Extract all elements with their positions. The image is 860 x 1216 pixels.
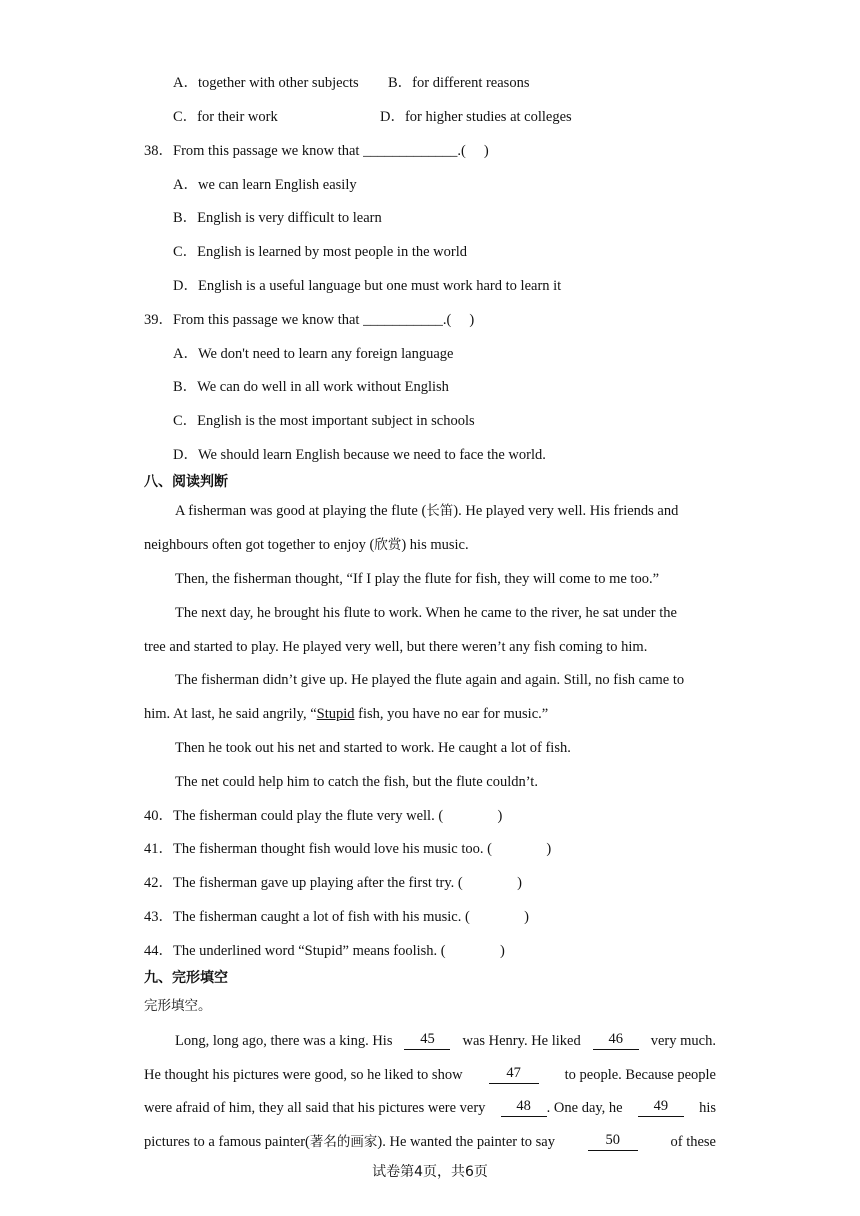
cloze-l4-a: pictures to a famous painter( <box>144 1134 310 1150</box>
blank-47[interactable]: 47 <box>489 1066 539 1084</box>
passage-paragraph-2: Then, the fisherman thought, “If I play the flute for fish, they will come to me too.” <box>175 571 660 587</box>
question-42: 42．The fisherman gave up playing after the first try. ( ) <box>144 875 522 891</box>
p4-text-b: fish, you have no ear for music.” <box>354 706 549 722</box>
cloze-l4-c: of these <box>670 1134 716 1150</box>
blank-48[interactable]: 48 <box>501 1099 547 1117</box>
cloze-l3-c: his <box>699 1100 716 1116</box>
section-9-subheading: 完形填空。 <box>144 998 212 1014</box>
p1-l2-text-a: neighbours often got together to enjoy ( <box>144 537 375 553</box>
cloze-line-2 <box>144 1066 716 1084</box>
cloze-line-3 <box>144 1099 716 1117</box>
passage-paragraph-6: The net could help him to catch the fish, but the flute couldn’t. <box>175 774 538 790</box>
question-44: 44．The underlined word “Stupid” means foolish. ( ) <box>144 943 505 959</box>
option-37-d: D．for higher studies at colleges <box>380 109 572 125</box>
blank-46[interactable]: 46 <box>593 1032 639 1050</box>
p1-text-b: ). He played very well. His friends and <box>453 503 679 519</box>
cloze-chinese-gloss-painter: 著名的画家 <box>309 1134 378 1150</box>
passage-paragraph-3-line-2: tree and started to play. He played very well, but there weren’t any fish coming to him. <box>144 639 648 655</box>
passage-paragraph-3-line-1: The next day, he brought his flute to work. When he came to the river, he sat under the <box>175 605 677 621</box>
option-38-c: C．English is learned by most people in the world <box>173 244 467 260</box>
page-footer: 试卷第4页，共6页 <box>372 1164 488 1180</box>
blank-45[interactable]: 45 <box>404 1032 450 1050</box>
passage-paragraph-1-line-2 <box>144 536 716 554</box>
cloze-line-4 <box>144 1133 716 1151</box>
option-39-c: C．English is the most important subject in schools <box>173 413 475 429</box>
question-40: 40．The fisherman could play the flute very well. ( ) <box>144 808 503 824</box>
cloze-l1-c: very much. <box>650 1033 716 1049</box>
p1-chinese-gloss-flute: 长笛 <box>426 503 454 519</box>
cloze-l4-b: ). He wanted the painter to say <box>377 1134 555 1150</box>
section-8-heading: 八、阅读判断 <box>144 474 228 490</box>
passage-paragraph-5: Then he took out his net and started to work. He caught a lot of fish. <box>175 740 571 756</box>
question-38-stem: 38．From this passage we know that _____________.( ) <box>144 143 489 159</box>
question-41: 41．The fisherman thought fish would love his music too. ( ) <box>144 841 552 857</box>
option-39-a: A．We don't need to learn any foreign language <box>173 346 454 362</box>
option-37-a: A．together with other subjects <box>173 75 359 91</box>
question-39-stem: 39．From this passage we know that ___________.( ) <box>144 312 475 328</box>
cloze-l3-a: were afraid of him, they all said that his pictures were very <box>144 1100 486 1116</box>
passage-paragraph-1-line-1 <box>175 502 716 520</box>
p1-l2-text-b: ) his music. <box>401 537 469 553</box>
p4-text-a: him. At last, he said angrily, “ <box>144 706 317 722</box>
option-37-b: B．for different reasons <box>388 75 530 91</box>
cloze-l1-a: Long, long ago, there was a king. His <box>175 1033 393 1049</box>
blank-49[interactable]: 49 <box>638 1099 684 1117</box>
blank-50[interactable]: 50 <box>588 1133 638 1151</box>
option-38-b: B．English is very difficult to learn <box>173 210 382 226</box>
cloze-l2-a: He thought his pictures were good, so he liked to show <box>144 1067 463 1083</box>
section-9-heading: 九、完形填空 <box>144 970 228 986</box>
underlined-word-stupid: Stupid <box>316 706 355 722</box>
option-39-d: D．We should learn English because we need to face the world. <box>173 447 546 463</box>
option-39-b: B．We can do well in all work without English <box>173 379 449 395</box>
cloze-l3-b: . One day, he <box>546 1100 623 1116</box>
p1-text-a: A fisherman was good at playing the flute ( <box>175 503 427 519</box>
question-43: 43．The fisherman caught a lot of fish with his music. ( ) <box>144 909 529 925</box>
cloze-l2-b: to people. Because people <box>564 1067 716 1083</box>
option-38-a: A．we can learn English easily <box>173 177 357 193</box>
passage-paragraph-4-line-2 <box>144 705 548 723</box>
option-37-c: C．for their work <box>173 109 278 125</box>
cloze-l1-b: was Henry. He liked <box>462 1033 581 1049</box>
p1-chinese-gloss-enjoy: 欣赏 <box>374 537 402 553</box>
passage-paragraph-4-line-1: The fisherman didn’t give up. He played the flute again and again. Still, no fish came to <box>175 672 685 688</box>
cloze-line-1 <box>175 1032 716 1050</box>
option-38-d: D．English is a useful language but one must work hard to learn it <box>173 278 562 294</box>
